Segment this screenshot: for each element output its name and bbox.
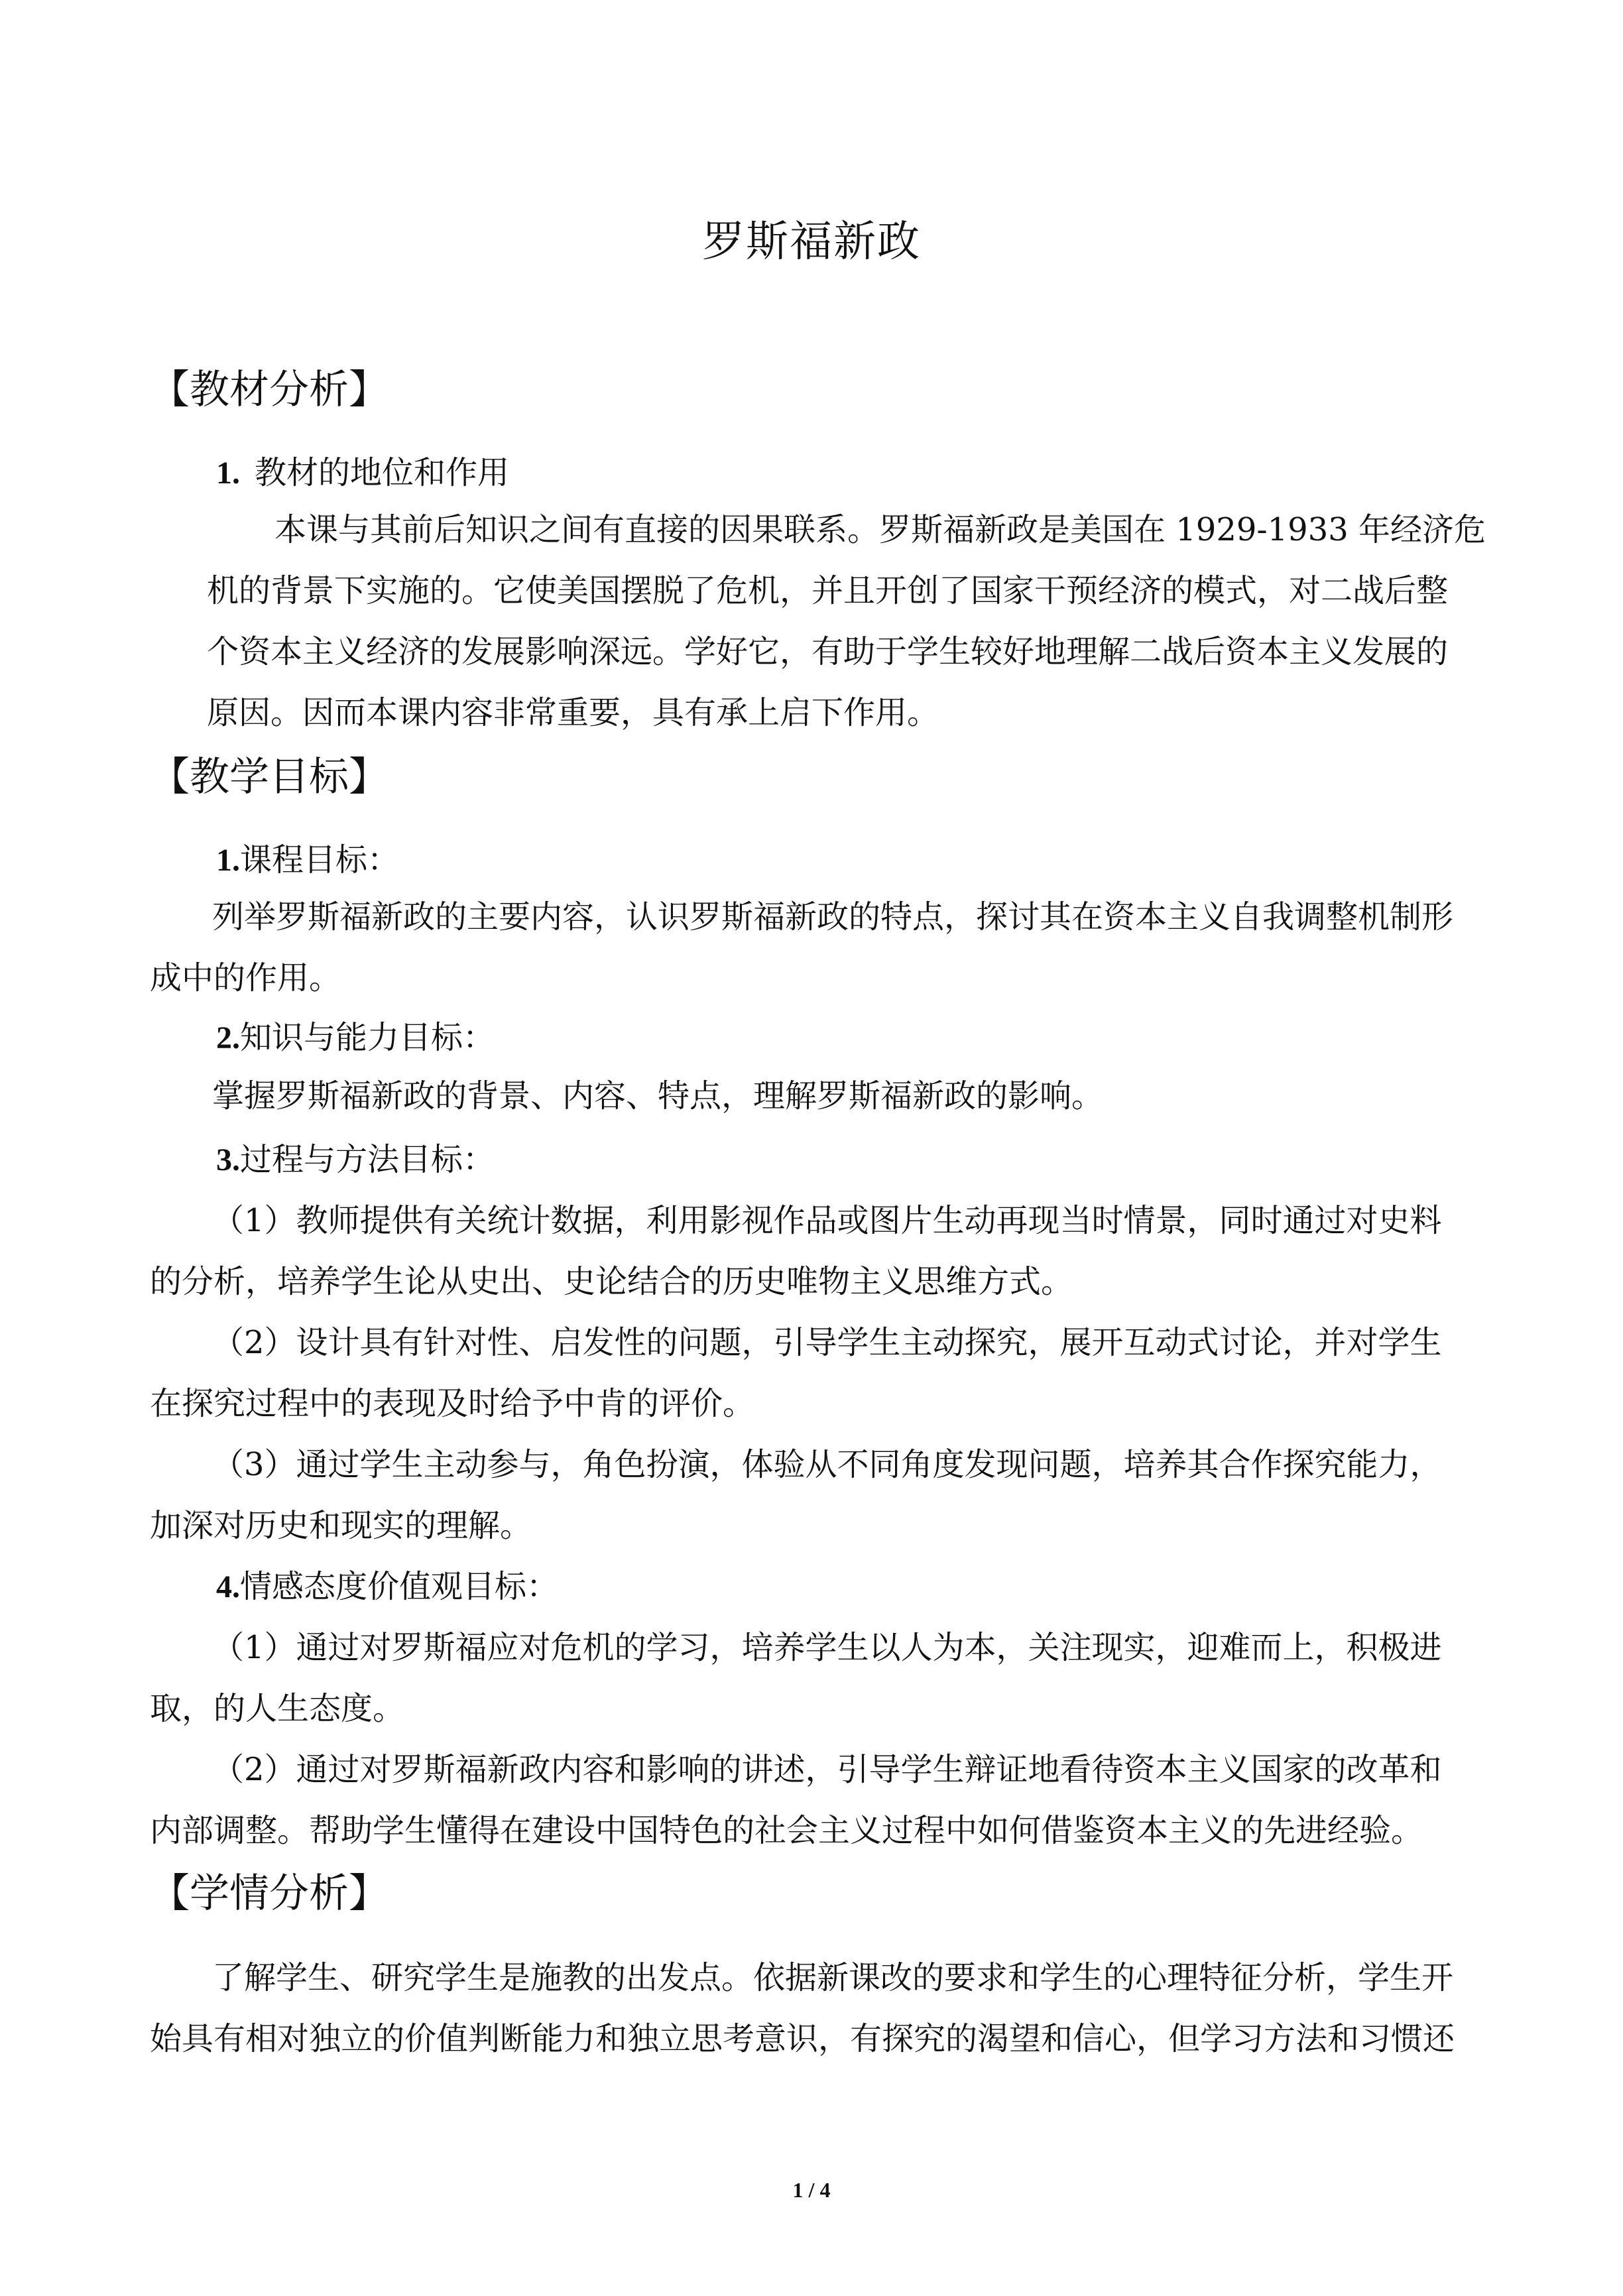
section-heading-goals: 【教学目标】 <box>150 754 389 800</box>
paragraph-line: 个资本主义经济的发展影响深远。学好它，有助于学生较好地理解二战后资本主义发展的 <box>207 633 1449 670</box>
paragraph-line: 了解学生、研究学生是施教的出发点。依据新课改的要求和学生的心理特征分析，学生开 <box>212 1959 1454 1996</box>
paragraph-line: （2）通过对罗斯福新政内容和影响的讲述，引导学生辩证地看待资本主义国家的改革和 <box>212 1751 1442 1788</box>
paragraph-line: 机的背景下实施的。它使美国摆脱了危机，并且开创了国家干预经济的模式，对二战后整 <box>207 572 1449 609</box>
goal-label: 过程与方法目标： <box>240 1141 495 1178</box>
paragraph-line: （3）通过学生主动参与，角色扮演，体验从不同角度发现问题，培养其合作探究能力， <box>212 1446 1442 1483</box>
goal-number: 2. <box>216 1020 240 1056</box>
goal-number: 1. <box>216 843 240 878</box>
section-heading-analysis: 【教材分析】 <box>150 367 389 413</box>
goal-label: 情感态度价值观目标： <box>240 1568 559 1605</box>
paragraph-line: 本课与其前后知识之间有直接的因果联系。罗斯福新政是美国在 1929-1933 年经济危 <box>274 511 1486 548</box>
paragraph-line: 取，的人生态度。 <box>150 1690 405 1727</box>
goal-3-heading <box>216 1138 495 1182</box>
section-heading-students: 【学情分析】 <box>150 1870 389 1917</box>
page-title: 罗斯福新政 <box>702 217 921 267</box>
paragraph-line: 列举罗斯福新政的主要内容，认识罗斯福新政的特点，探讨其在资本主义自我调整机制形 <box>212 898 1454 936</box>
goal-number: 4. <box>216 1569 240 1604</box>
paragraph-line: 始具有相对独立的价值判断能力和独立思考意识，有探究的渴望和信心，但学习方法和习惯还 <box>150 2020 1455 2057</box>
paragraph-line: 掌握罗斯福新政的背景、内容、特点，理解罗斯福新政的影响。 <box>212 1077 1104 1115</box>
goal-number: 3. <box>216 1142 240 1178</box>
goal-4-heading <box>216 1565 558 1609</box>
goal-label: 课程目标： <box>240 841 400 878</box>
goal-1-heading <box>216 838 399 882</box>
goal-2-heading <box>216 1016 495 1060</box>
page-number: 1 / 4 <box>792 2178 831 2202</box>
subheading-number: 1. <box>216 455 240 491</box>
paragraph-line: （1）教师提供有关统计数据，利用影视作品或图片生动再现当时情景，同时通过对史料 <box>212 1202 1442 1239</box>
paragraph-line: 成中的作用。 <box>150 959 341 997</box>
paragraph-line: （2）设计具有针对性、启发性的问题，引导学生主动探究，展开互动式讨论，并对学生 <box>212 1324 1442 1361</box>
paragraph-line: 的分析，培养学生论从史出、史论结合的历史唯物主义思维方式。 <box>150 1263 1073 1300</box>
paragraph-line: 在探究过程中的表现及时给予中肯的评价。 <box>150 1385 755 1422</box>
goal-label: 知识与能力目标： <box>240 1019 495 1056</box>
paragraph-line: （1）通过对罗斯福应对危机的学习，培养学生以人为本，关注现实，迎难而上，积极进 <box>212 1629 1442 1666</box>
subheading-label: 教材的地位和作用 <box>255 454 510 491</box>
paragraph-line: 内部调整。帮助学生懂得在建设中国特色的社会主义过程中如何借鉴资本主义的先进经验。 <box>150 1812 1423 1849</box>
subheading-position-role <box>216 451 509 495</box>
paragraph-line: 原因。因而本课内容非常重要，具有承上启下作用。 <box>207 694 939 731</box>
paragraph-line: 加深对历史和现实的理解。 <box>150 1507 532 1544</box>
